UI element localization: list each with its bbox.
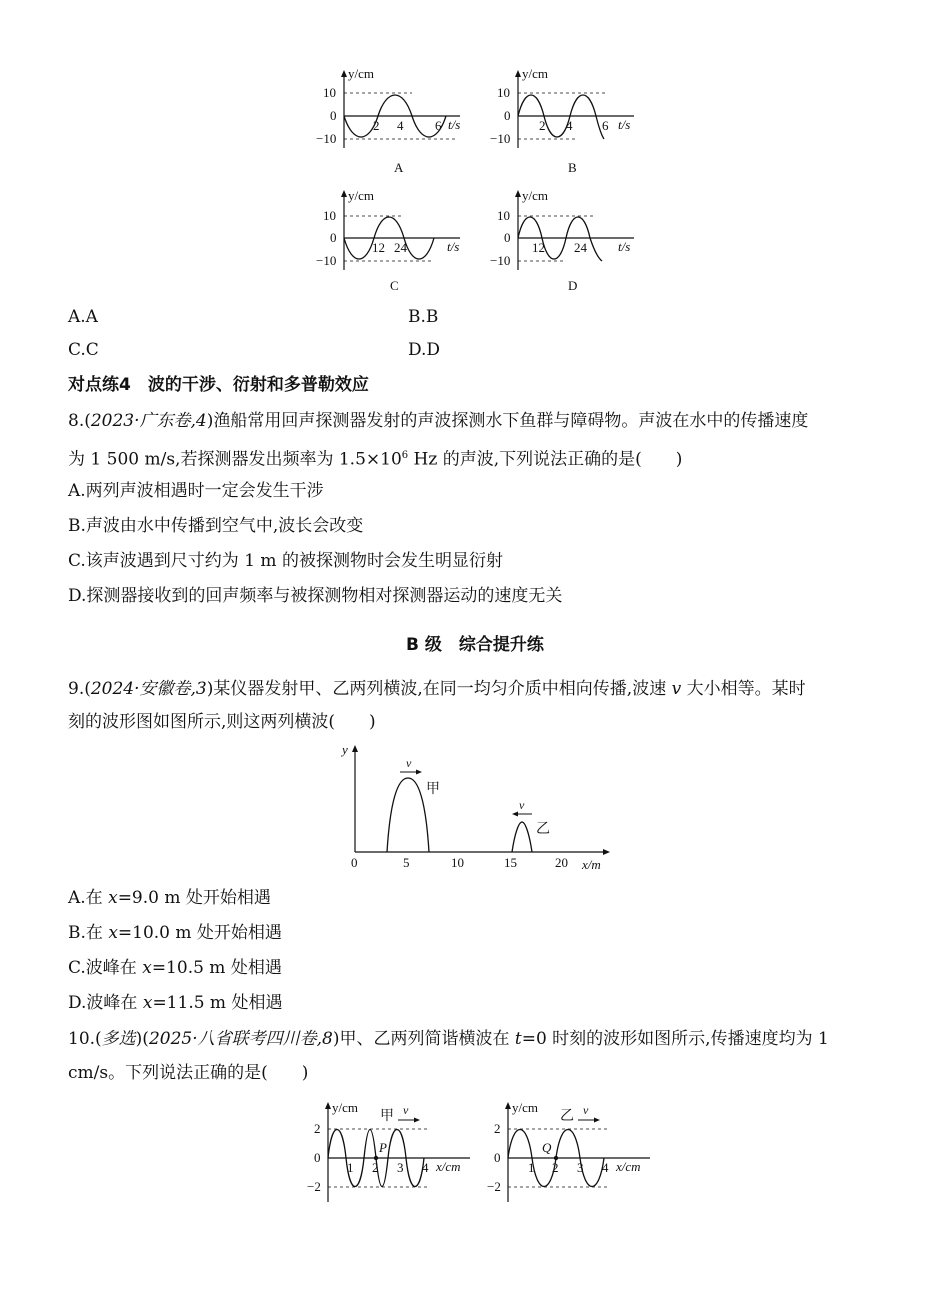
q9-option-a[interactable]: [68, 886, 888, 910]
yi-label: 乙: [536, 822, 550, 837]
x-tick-4: 4: [397, 118, 404, 133]
y-tick-neg2: −2: [307, 1179, 321, 1194]
q9-var-v: v: [671, 679, 682, 699]
caption: D: [568, 278, 578, 293]
x-tick-12: 12: [372, 240, 385, 255]
v-arrow-head: [594, 1118, 600, 1123]
y-tick-10: 10: [323, 85, 336, 100]
x-tick-1: 1: [528, 1160, 535, 1175]
q8-text-2b: Hz 的声波,下列说法正确的是( ): [408, 449, 683, 470]
graph-c-svg: [310, 188, 470, 298]
x-tick-2: 2: [373, 118, 380, 133]
x-label: x/cm: [436, 1159, 461, 1174]
x-tick-6: 6: [602, 118, 609, 133]
x-tick-4: 4: [566, 118, 573, 133]
x-tick-6: 6: [435, 118, 442, 133]
v-label: v: [403, 1103, 409, 1117]
x-tick-15: 15: [504, 855, 517, 870]
y-tick-neg10: −10: [316, 253, 337, 268]
x-tick-24: 24: [574, 240, 587, 255]
q8-exponent: 6: [401, 450, 409, 461]
q9-c-var: x: [142, 958, 152, 978]
graph-d-svg: [484, 188, 644, 298]
y-tick-neg10: −10: [316, 131, 337, 146]
wave-curve: [518, 217, 602, 261]
x-axis-arrow: [603, 849, 610, 855]
jia-v-label: v: [406, 756, 412, 770]
y-label: y/cm: [348, 188, 374, 203]
q8-option-c[interactable]: C.该声波遇到尺寸约为 1 m 的被探测物时会发生明显衍射: [68, 551, 503, 571]
q9-stem-line2: 刻的波形图如图所示,则这两列横波( ): [68, 712, 376, 732]
q9-b-pre: B.在: [68, 923, 109, 943]
q8-source: 2023·广东卷,4: [90, 411, 207, 431]
q8-option-a[interactable]: A.两列声波相遇时一定会发生干涉: [68, 481, 324, 501]
q9-text-1b: 大小相等。某时: [681, 679, 806, 699]
y-tick-neg10: −10: [490, 253, 511, 268]
y-label: y/cm: [522, 66, 548, 81]
jia-label: 甲: [426, 782, 440, 797]
y-tick-2: 2: [494, 1121, 501, 1136]
q9-a-pre: A.在: [68, 888, 109, 908]
q9-graph-svg: [330, 740, 620, 875]
jia-arrow-head: [416, 770, 422, 775]
x-label: t/s: [618, 117, 631, 132]
x-tick-3: 3: [397, 1160, 404, 1175]
y-tick-0: 0: [314, 1150, 321, 1165]
x-label: x/m: [582, 857, 601, 872]
y-axis-arrow: [515, 70, 521, 77]
y-axis-arrow: [352, 745, 358, 752]
q8-stem-line1: [68, 409, 888, 433]
q8-text-2a: 为 1 500 m/s,若探测器发出频率为 1.5×10: [68, 449, 402, 470]
q10-var-t: t: [514, 1029, 522, 1049]
x-tick-20: 20: [555, 855, 568, 870]
q9-c-pre: C.波峰在: [68, 958, 143, 978]
x-tick-0: 0: [351, 855, 358, 870]
q9-a-var: x: [108, 888, 118, 908]
x-label: t/s: [618, 239, 631, 254]
q10-right-svg: [480, 1098, 660, 1208]
y-tick-2: 2: [314, 1121, 321, 1136]
q7-option-c[interactable]: C.C: [68, 340, 99, 360]
point-q-label: Q: [542, 1140, 552, 1155]
y-tick-neg10: −10: [490, 131, 511, 146]
q7-graph-a: [310, 66, 470, 176]
x-label: t/s: [447, 239, 460, 254]
y-tick-0: 0: [330, 230, 337, 245]
q7-graph-c: [310, 188, 470, 298]
y-tick-10: 10: [323, 208, 336, 223]
q8-text-1: )渔船常用回声探测器发射的声波探测水下鱼群与障碍物。声波在水中的传播速度: [206, 411, 809, 431]
v-label: v: [583, 1103, 589, 1117]
y-tick-0: 0: [330, 108, 337, 123]
x-tick-1: 1: [347, 1160, 354, 1175]
q7-graph-b: [484, 66, 644, 176]
y-tick-neg2: −2: [487, 1179, 501, 1194]
x-tick-10: 10: [451, 855, 464, 870]
y-label: y: [342, 742, 348, 757]
section-heading-4: 对点练4 波的干涉、衍射和多普勒效应: [68, 375, 369, 395]
y-axis-arrow: [325, 1102, 331, 1109]
graph-a-svg: [310, 66, 470, 176]
q10-left-svg: [300, 1098, 480, 1208]
level-b-heading: B 级 综合提升练: [406, 635, 544, 655]
y-axis-arrow: [515, 190, 521, 197]
q10-stem-line2: cm/s。下列说法正确的是( ): [68, 1063, 309, 1083]
q7-option-b[interactable]: B.B: [408, 307, 439, 327]
x-label: x/cm: [616, 1159, 641, 1174]
q9-d-pre: D.波峰在: [68, 993, 143, 1013]
q10-stem-line1: [68, 1027, 888, 1051]
q10-source: 2025·八省联考四川卷,8: [148, 1029, 333, 1049]
q9-number: 9.(: [68, 679, 91, 699]
x-label: t/s: [448, 117, 461, 132]
y-tick-10: 10: [497, 85, 510, 100]
q8-stem-line2: [68, 444, 888, 472]
q10-text-1b: =0 时刻的波形如图所示,传播速度均为 1: [521, 1029, 829, 1049]
y-tick-0: 0: [504, 108, 511, 123]
y-tick-0: 0: [504, 230, 511, 245]
caption: C: [390, 278, 399, 293]
q9-stem-line1: [68, 677, 888, 701]
y-label: y/cm: [332, 1100, 358, 1115]
q10-text-1a: )甲、乙两列简谐横波在: [332, 1029, 515, 1049]
q9-d-post: =11.5 m 处相遇: [152, 993, 283, 1013]
q9-d-var: x: [142, 993, 153, 1013]
caption: B: [568, 160, 577, 175]
yi-arrow-head: [512, 812, 518, 817]
q10-mid: )(: [135, 1029, 149, 1049]
q8-option-d[interactable]: D.探测器接收到的回声频率与被探测物相对探测器运动的速度无关: [68, 586, 563, 606]
point-p-label: P: [379, 1140, 387, 1155]
q10-number: 10.(: [68, 1029, 102, 1049]
q8-number: 8.(: [68, 411, 91, 431]
wave-jia: [387, 778, 429, 852]
x-tick-24: 24: [394, 240, 407, 255]
y-label: y/cm: [348, 66, 374, 81]
q9-a-post: =9.0 m 处开始相遇: [117, 888, 271, 908]
q9-b-var: x: [108, 923, 118, 943]
q9-graph: [330, 740, 620, 875]
q10-graph-right: [480, 1098, 660, 1208]
q7-option-d[interactable]: D.D: [408, 340, 441, 360]
q9-b-post: =10.0 m 处开始相遇: [117, 923, 282, 943]
y-tick-0: 0: [494, 1150, 501, 1165]
x-tick-3: 3: [577, 1160, 584, 1175]
wave-name: 乙: [560, 1109, 574, 1124]
wave-curve: [518, 95, 604, 139]
wave-yi: [512, 822, 532, 852]
y-tick-10: 10: [497, 208, 510, 223]
y-axis-arrow: [341, 190, 347, 197]
x-tick-2: 2: [539, 118, 546, 133]
q9-source: 2024·安徽卷,3: [90, 679, 207, 699]
v-arrow-head: [414, 1118, 420, 1123]
x-tick-2: 2: [552, 1160, 559, 1175]
y-axis-arrow: [505, 1102, 511, 1109]
y-label: y/cm: [522, 188, 548, 203]
x-tick-2: 2: [372, 1160, 379, 1175]
x-tick-4: 4: [602, 1160, 609, 1175]
x-tick-5: 5: [403, 855, 410, 870]
q9-option-d[interactable]: [68, 991, 888, 1015]
q10-tag: 多选: [101, 1029, 136, 1049]
wave-name: 甲: [380, 1109, 394, 1124]
q10-graph-left: [300, 1098, 480, 1208]
q9-option-b[interactable]: [68, 921, 888, 945]
q9-text-1a: )某仪器发射甲、乙两列横波,在同一均匀介质中相向传播,波速: [206, 679, 672, 699]
graph-b-svg: [484, 66, 644, 176]
q8-option-b[interactable]: B.声波由水中传播到空气中,波长会改变: [68, 516, 364, 536]
q7-graph-d: [484, 188, 644, 298]
caption: A: [394, 160, 404, 175]
x-tick-4: 4: [422, 1160, 429, 1175]
yi-v-label: v: [519, 798, 525, 812]
q7-option-a[interactable]: A.A: [68, 307, 98, 327]
y-label: y/cm: [512, 1100, 538, 1115]
q9-option-c[interactable]: [68, 956, 888, 980]
y-axis-arrow: [341, 70, 347, 77]
q9-c-post: =10.5 m 处相遇: [151, 958, 282, 978]
x-tick-12: 12: [532, 240, 545, 255]
